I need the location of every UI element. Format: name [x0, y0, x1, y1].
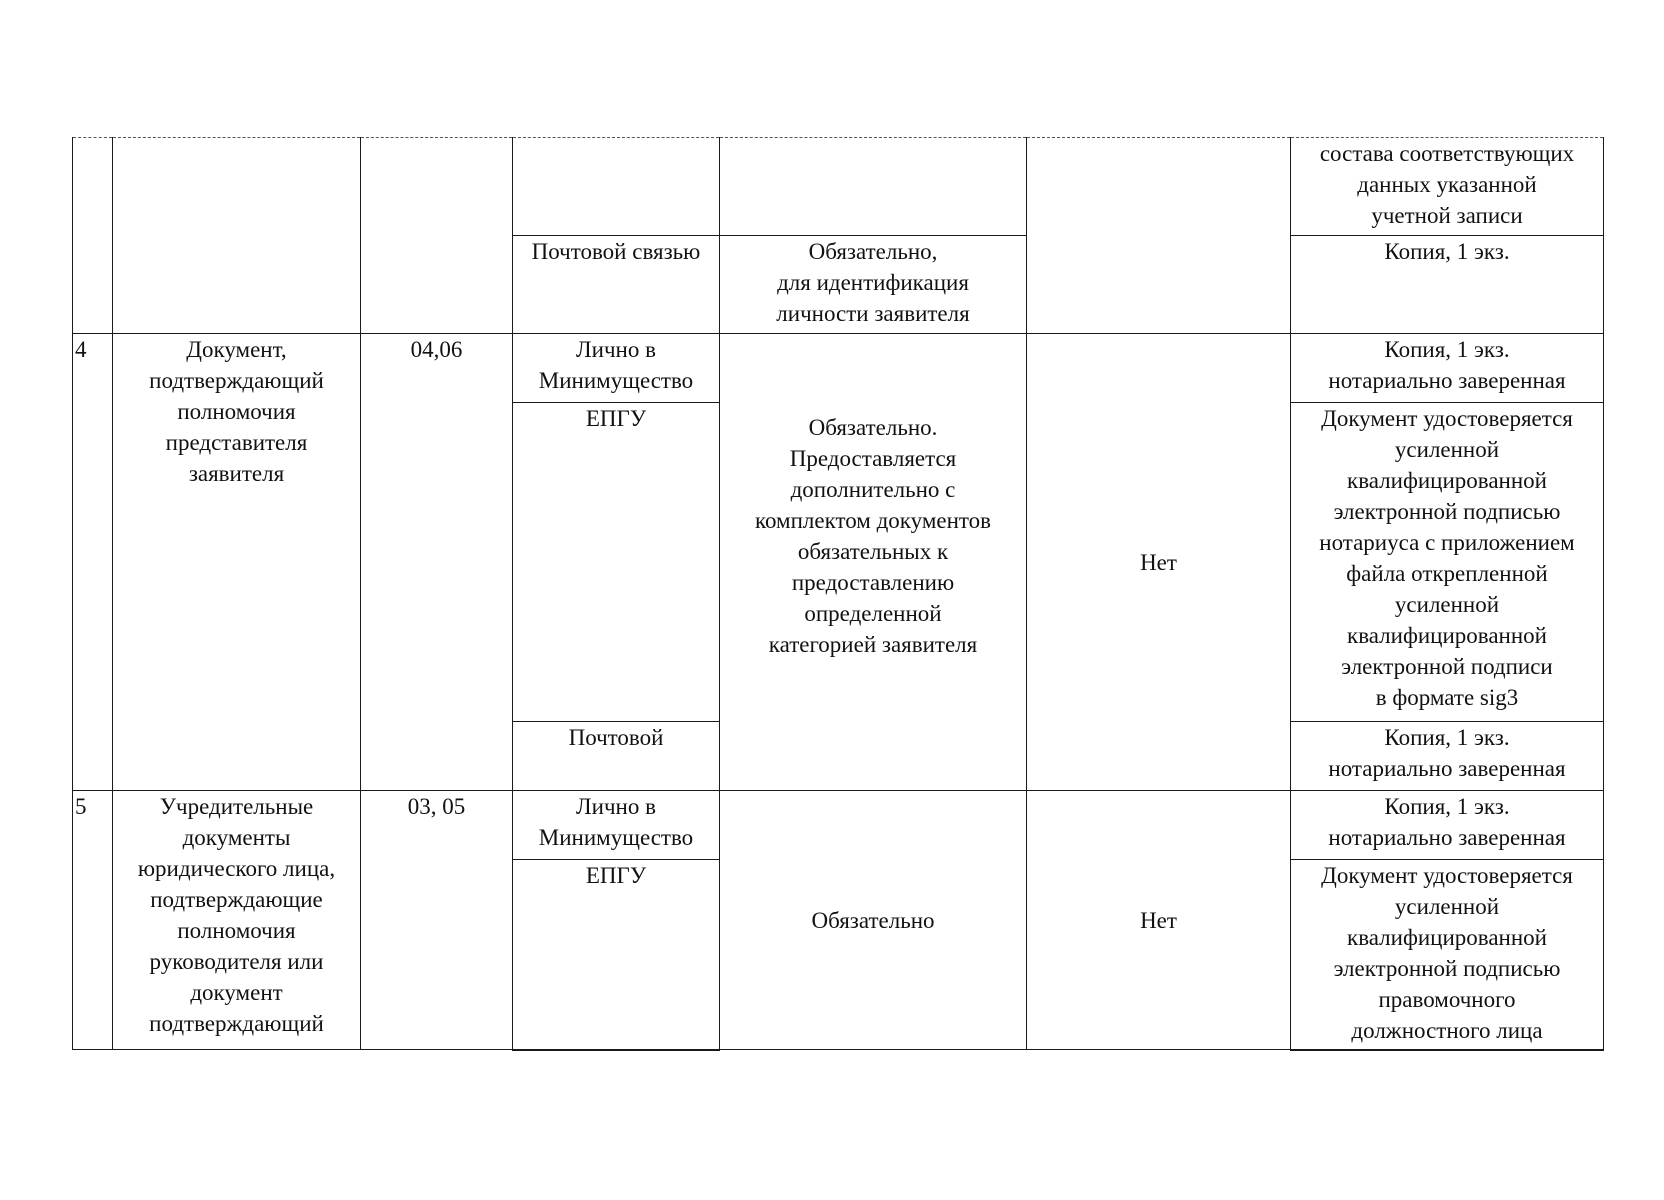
- document-form-cell: [1291, 791, 1604, 860]
- document-codes-cell: [361, 334, 513, 791]
- document-form-text: Документ удостоверяется усиленной квалифицированной электронной подписью правомочного должностного лица: [1321, 863, 1573, 1043]
- document-name-cell: [113, 334, 361, 791]
- condition-cell: [720, 791, 1027, 1050]
- condition-cell: [720, 236, 1027, 334]
- condition-text: Обязательно. Предоставляется дополнительно с комплектом документов обязательных к предоставлению определенной категорией заявителя: [754, 415, 992, 657]
- row-number-cell: [73, 138, 113, 334]
- method-cell: [513, 236, 720, 334]
- document-name-cell: [113, 791, 361, 1050]
- document-codes-cell: [361, 138, 513, 334]
- method-label: Лично в Минимущество: [538, 794, 694, 850]
- document-form-cell: [1291, 334, 1604, 403]
- document-codes-cell: [361, 791, 513, 1050]
- method-cell: [513, 860, 720, 1050]
- self-request-cell: [1027, 791, 1291, 1050]
- method-label: Почтовой: [568, 725, 664, 750]
- document-form-cell: [1291, 860, 1604, 1050]
- self-request-cell: [1027, 138, 1291, 334]
- table-row: [73, 791, 1604, 860]
- method-cell: [513, 403, 720, 722]
- table-row: [73, 334, 1604, 403]
- document-name: Документ, подтверждающий полномочия представителя заявителя: [149, 337, 324, 486]
- document-form-text: Копия, 1 экз. нотариально заверенная: [1328, 794, 1566, 850]
- method-label: Лично в Минимущество: [538, 337, 694, 393]
- condition-text: Обязательно, для идентификация личности заявителя: [776, 239, 970, 326]
- document-form-cell: [1291, 722, 1604, 791]
- document-codes: 03, 05: [407, 794, 466, 819]
- method-cell: [513, 138, 720, 236]
- document-form-text: состава соответствующих данных указанной учетной записи: [1319, 141, 1575, 228]
- method-cell: [513, 722, 720, 791]
- documents-table: [72, 137, 1604, 1051]
- row-number-cell: [73, 334, 113, 791]
- method-label: ЕПГУ: [585, 863, 647, 888]
- document-form-text: Копия, 1 экз. нотариально заверенная: [1328, 337, 1566, 393]
- document-form-cell: [1291, 403, 1604, 722]
- method-cell: [513, 791, 720, 860]
- self-request-value: Нет: [1140, 907, 1177, 933]
- method-cell: [513, 334, 720, 403]
- self-request-cell: [1027, 334, 1291, 791]
- document-name: Учредительные документы юридического лица, подтверждающие полномочия руководителя или документ подтверждающий: [137, 794, 336, 1036]
- document-form-text: Копия, 1 экз.: [1384, 239, 1510, 264]
- self-request-value: Нет: [1140, 549, 1177, 575]
- method-label: Почтовой связью: [531, 239, 701, 264]
- document-form-cell: [1291, 138, 1604, 236]
- document-form-text: Документ удостоверяется усиленной квалифицированной электронной подписью нотариуса с приложением файла открепленной усиленной квалифицированной электронной подписи в формате sig3: [1319, 406, 1575, 710]
- row-number: 5: [75, 794, 87, 819]
- condition-cell: [720, 334, 1027, 791]
- table-row: [73, 138, 1604, 236]
- method-label: ЕПГУ: [585, 406, 647, 431]
- condition-text: Обязательно: [811, 907, 935, 933]
- row-number-cell: [73, 791, 113, 1050]
- document-codes: 04,06: [410, 337, 463, 362]
- condition-cell: [720, 138, 1027, 236]
- row-number: 4: [75, 337, 87, 362]
- document-form-text: Копия, 1 экз. нотариально заверенная: [1328, 725, 1566, 781]
- document-name-cell: [113, 138, 361, 334]
- document-form-cell: [1291, 236, 1604, 334]
